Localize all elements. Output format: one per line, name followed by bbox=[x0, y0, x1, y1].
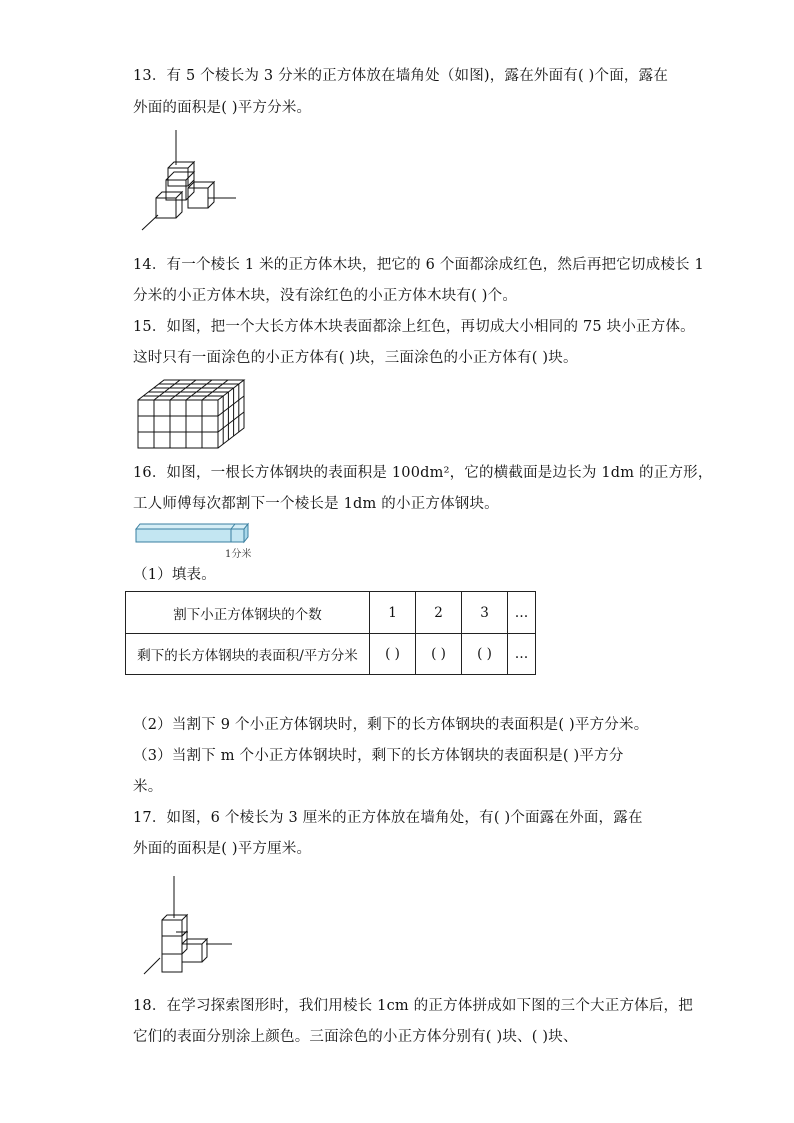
q16-line1: 16．如图，一根长方体钢块的表面积是 100dm²，它的横截面是边长为 1dm 的正方形， bbox=[133, 465, 713, 481]
q17-line1: 17．如图，6 个棱长为 3 厘米的正方体放在墙角处，有( )个面露在外面，露在 bbox=[133, 810, 643, 826]
q16-line2: 工人师傅每次都割下一个棱长是 1dm 的小正方体钢块。 bbox=[133, 496, 499, 512]
table-cell: 2 bbox=[416, 592, 462, 634]
q13-corner-cubes-figure bbox=[138, 130, 243, 235]
q14-line2: 分米的小正方体木块，没有涂红色的小正方体木块有( )个。 bbox=[133, 288, 518, 304]
q16-part3-line2: 米。 bbox=[133, 779, 163, 795]
answer-blank[interactable]: ( ) bbox=[416, 634, 462, 675]
q15-line2: 这时只有一面涂色的小正方体有( )块，三面涂色的小正方体有( )块。 bbox=[133, 350, 578, 366]
q16-figure-label: 1分米 bbox=[225, 549, 252, 560]
q16-fill-table bbox=[125, 591, 536, 675]
table-cell: 1 bbox=[370, 592, 416, 634]
q18-line1: 18．在学习探索图形时，我们用棱长 1cm 的正方体拼成如下图的三个大正方体后，把 bbox=[133, 998, 693, 1014]
q17-line2: 外面的面积是( )平方厘米。 bbox=[133, 841, 312, 857]
q16-part1: （1）填表。 bbox=[133, 567, 216, 583]
q16-part3-line1: （3）当割下 m 个小正方体钢块时，剩下的长方体钢块的表面积是( )平方分 bbox=[133, 748, 624, 764]
q17-corner-cubes-figure bbox=[140, 876, 240, 978]
q16-steel-bar-figure bbox=[134, 522, 252, 546]
q15-line1: 15．如图，把一个大长方体木块表面都涂上红色，再切成大小相同的 75 块小正方体。 bbox=[133, 319, 695, 335]
answer-blank[interactable]: ( ) bbox=[370, 634, 416, 675]
table-cell: 剩下的长方体钢块的表面积/平方分米 bbox=[126, 634, 370, 675]
table-row bbox=[126, 634, 536, 675]
q13-line2: 外面的面积是( )平方分米。 bbox=[133, 100, 312, 116]
q15-cuboid-grid-figure bbox=[136, 378, 250, 452]
table-row bbox=[126, 592, 536, 634]
answer-blank[interactable]: ( ) bbox=[462, 634, 508, 675]
table-cell: 3 bbox=[462, 592, 508, 634]
table-cell: … bbox=[508, 592, 536, 634]
q18-line2: 它们的表面分别涂上颜色。三面涂色的小正方体分别有( )块、( )块、 bbox=[133, 1029, 578, 1045]
q14-line1: 14．有一个棱长 1 米的正方体木块，把它的 6 个面都涂成红色，然后再把它切成棱长 1 bbox=[133, 257, 704, 273]
table-cell: 割下小正方体钢块的个数 bbox=[126, 592, 370, 634]
q16-part2: （2）当割下 9 个小正方体钢块时，剩下的长方体钢块的表面积是( )平方分米。 bbox=[133, 717, 649, 733]
table-cell: … bbox=[508, 634, 536, 675]
q13-line1: 13．有 5 个棱长为 3 分米的正方体放在墙角处（如图)，露在外面有( )个面，露在 bbox=[133, 68, 669, 84]
